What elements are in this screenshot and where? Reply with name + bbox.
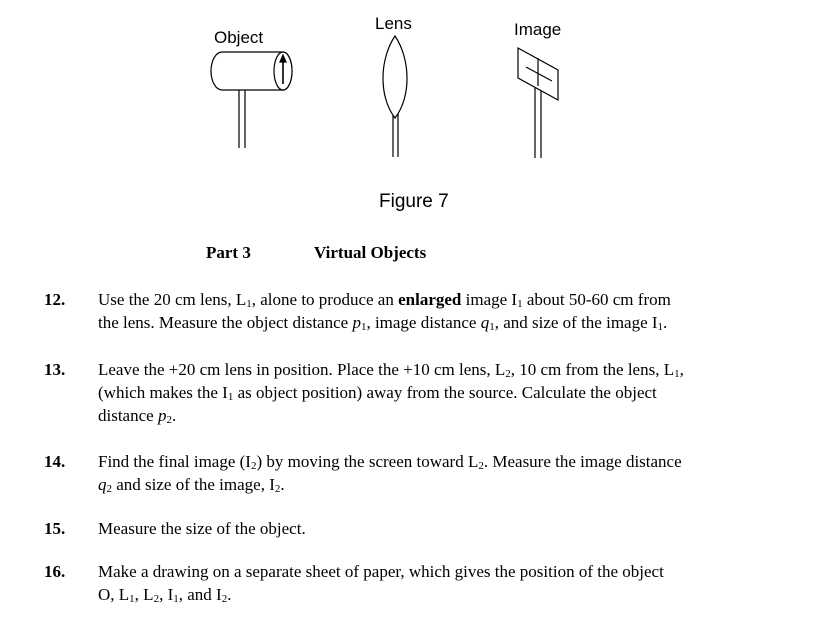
text-line: Leave the +20 cm lens in position. Place the +10 cm lens, $L_2$, 10 cm from the lens, $L_1$, [98, 360, 684, 380]
text-line: (which makes the $I_1$ as object position) away from the source. Calculate the object [98, 383, 657, 403]
image-label: Image [514, 20, 562, 39]
lens-label: Lens [375, 14, 412, 33]
item-16-text [98, 560, 778, 606]
item-14-text [98, 450, 778, 496]
item-number: 13. [44, 360, 66, 379]
item-12-text [98, 288, 778, 334]
text-line: $q_2$ and size of the image, $I_2$. [98, 475, 285, 495]
text-line: the lens. Measure the object distance $p_1$, image distance $q_1$, and size of the image $I_1$. [98, 313, 668, 333]
object-drawing [211, 52, 292, 148]
lens-drawing [383, 36, 407, 157]
text-line: Make a drawing on a separate sheet of paper, which gives the position of the object [98, 562, 664, 581]
item-13-text [98, 358, 778, 427]
text-line: Find the final image $(I_2)$ by moving the screen toward $L_2$. Measure the image distance [98, 452, 682, 472]
text-line: O, $L_1$, $L_2$, $I_1$, and $I_2$. [98, 585, 232, 605]
object-label: Object [214, 28, 264, 47]
item-15-text [98, 517, 778, 540]
section-title: Virtual Objects [314, 243, 427, 262]
figure-caption: Figure 7 [379, 191, 449, 212]
item-number: 16. [44, 562, 66, 581]
text-line: Use the 20 cm lens, $L_1$, alone to produce an enlarged image $I_1$ about 50-60 cm from [98, 290, 671, 310]
text-line: Measure the size of the object. [98, 519, 306, 538]
item-number: 15. [44, 519, 66, 538]
image-screen-drawing [518, 48, 558, 158]
item-number: 12. [44, 290, 66, 309]
part-label: Part 3 [206, 243, 251, 262]
text-line: distance $p_2$. [98, 406, 177, 426]
item-number: 14. [44, 452, 66, 471]
